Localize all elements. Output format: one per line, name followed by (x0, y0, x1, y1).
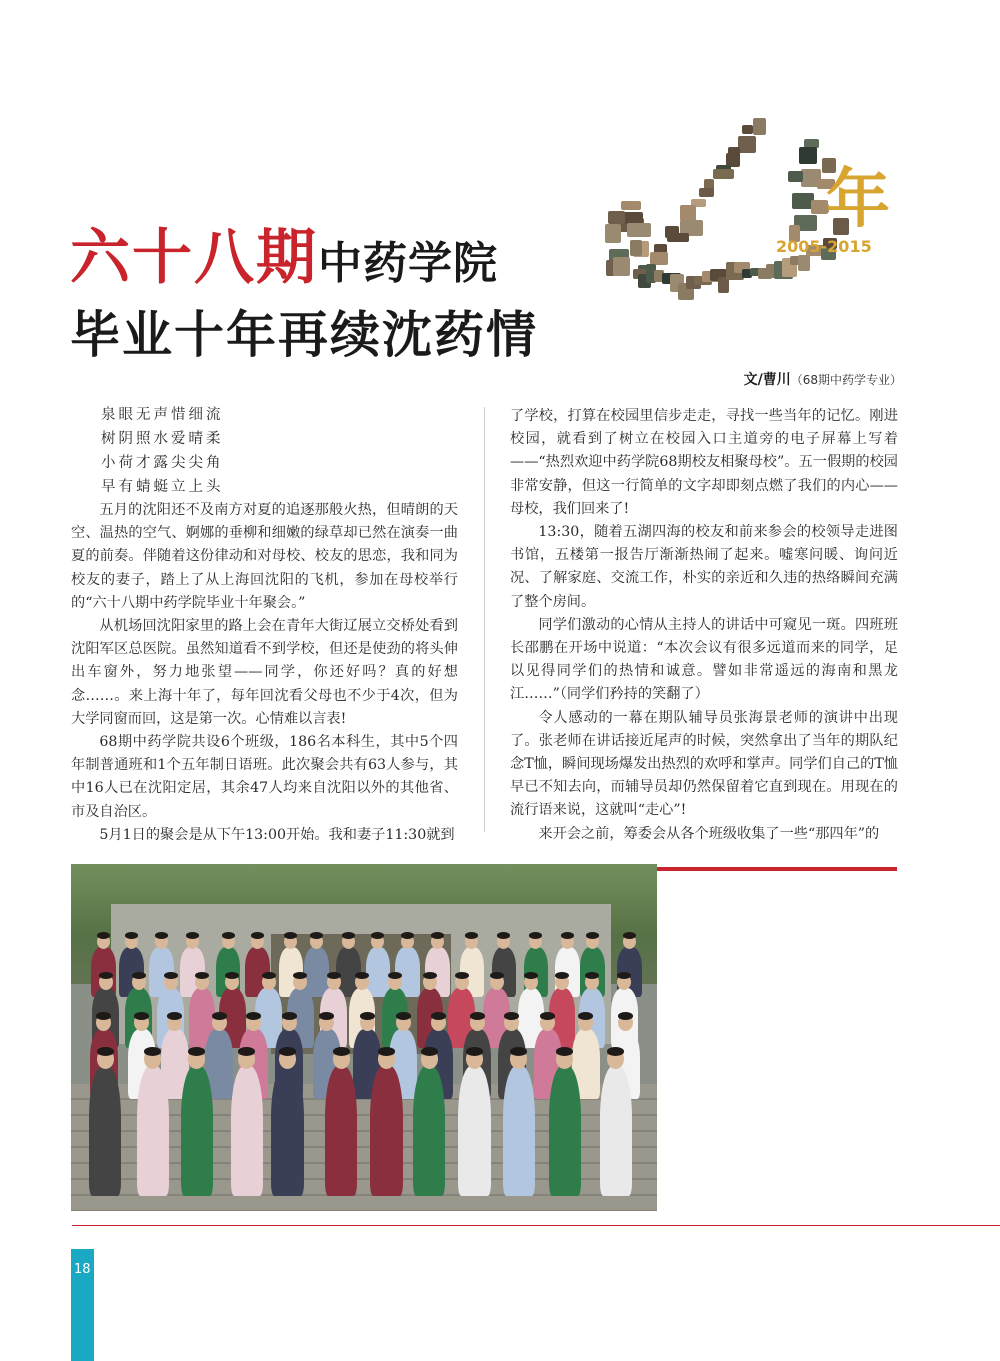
photo-person-hair (556, 1047, 573, 1056)
collage-tile (798, 255, 810, 271)
collage-tile (788, 171, 803, 183)
logo-year-range: 2005-2015 (776, 237, 872, 256)
photo-person-hair (155, 932, 168, 939)
paragraph: 令人感动的一幕在期队辅导员张海景老师的演讲中出现了。张老师在讲话接近尾声的时候，突然拿出了当年的期队纪念T恤，瞬间现场爆发出热烈的欢呼和掌声。同学们自己的T恤早已不知去向，而辅导员却仍然保留着它直到现在。用现在的流行语来说，这就叫“走心”! (510, 709, 898, 819)
collage-tile (799, 147, 818, 164)
paragraph: 五月的沈阳还不及南方对夏的追逐那般火热，但晴朗的天空、温热的空气、婀娜的垂柳和细嫩的绿草却已然在演奏一曲夏的前奏。伴随着这份律动和对母校、校友的思恋，我和同为校友的妻子，踏上了从上海回沈阳的飞机，参加在母校举行的“六十八期中药学院毕业十年聚会。” (71, 502, 458, 611)
collage-tile (753, 118, 766, 135)
photo-person-hair (360, 1012, 375, 1020)
byline-affiliation: （68期中药学专业） (790, 373, 902, 387)
photo-person-hair (96, 1012, 111, 1020)
title-highlight: 六十八期 (70, 223, 318, 293)
byline-author: 文/曹川 (743, 372, 791, 388)
photo-person-hair (97, 932, 110, 939)
group-photo (71, 864, 657, 1211)
photo-person (181, 1066, 213, 1196)
photo-person-hair (561, 932, 574, 939)
collage-tile (627, 223, 651, 237)
photo-person-hair (388, 972, 402, 979)
photo-person (370, 1066, 402, 1196)
photo-person (271, 1066, 303, 1196)
photo-person-hair (540, 1012, 555, 1020)
photo-person (600, 1066, 632, 1196)
paragraph: 了学校，打算在校园里信步走走，寻找一些当年的记忆。刚进校园，就看到了树立在校园入口主道旁的电子屏幕上写着——“热烈欢迎中药学院68期校友相聚母校”。五一假期的校园非常安静，但这一行简单的文字却即刻点燃了我们的内心——母校，我们回来了! (510, 408, 898, 517)
photo-person-hair (238, 1047, 255, 1056)
paragraph: 68期中药学院共设6个班级，186名本科生，其中5个四年制普通班和1个五年制日语班。此次聚会共有63人参与，其中16人已在沈阳定居，其余47人均来自沈阳以外的其他省、市及自治区。 (71, 734, 458, 820)
photo-person-hair (188, 1047, 205, 1056)
photo-person (503, 1066, 535, 1196)
collage-tile (608, 211, 625, 224)
collage-tile (630, 240, 642, 255)
photo-person-hair (371, 932, 384, 939)
collage-tile (699, 188, 715, 197)
right-column (510, 405, 898, 846)
collage-tile (621, 201, 641, 210)
poem-line: 早有蜻蜓立上头 (101, 479, 224, 495)
paragraph: 来开会之前，筹委会从各个班级收集了一些“那四年”的 (538, 825, 880, 842)
column-divider (484, 407, 485, 832)
photo-person-hair (396, 1012, 411, 1020)
left-column (71, 403, 458, 847)
collage-tile (613, 257, 631, 276)
photo-person-hair (97, 1047, 114, 1056)
photo-person-hair (342, 932, 355, 939)
collage-tile (738, 136, 756, 153)
collage-tile (650, 252, 668, 265)
photo-person-hair (378, 1047, 395, 1056)
photo-person-hair (282, 1012, 297, 1020)
paragraph: 5月1日的聚会是从下午13:00开始。我和妻子11:30就到 (99, 826, 455, 843)
photo-person-hair (504, 1012, 519, 1020)
photo-person-hair (144, 1047, 161, 1056)
photo-person-hair (132, 972, 146, 979)
photo-person-hair (319, 1012, 334, 1020)
photo-person-hair (585, 972, 599, 979)
photo-person-hair (310, 932, 323, 939)
photo-person-hair (555, 972, 569, 979)
photo-person-hair (186, 932, 199, 939)
photo-person-hair (333, 1047, 350, 1056)
photo-person-hair (246, 1012, 261, 1020)
photo-person-hair (284, 932, 297, 939)
photo-person-hair (578, 1012, 593, 1020)
photo-person (137, 1066, 169, 1196)
paragraph: 同学们激动的心情从主持人的讲话中可窥见一斑。四班班长邵鹏在开场中说道：“本次会议有很多远道而来的同学，足以见得同学们的热情和诚意。譬如非常遥远的海南和黑龙江……”（同学们矜持的笑翻了） (510, 616, 898, 703)
photo-person-hair (167, 1012, 182, 1020)
photo-person-hair (327, 972, 341, 979)
photo-person-hair (421, 1047, 438, 1056)
photo-person-hair (431, 1012, 446, 1020)
photo-person-hair (134, 1012, 149, 1020)
photo-person (366, 947, 391, 997)
paragraph: 13:30，随着五湖四海的校友和前来参会的校领导走进图书馆，五楼第一报告厅渐渐热闹了起来。嘘寒问暖、询问近况、了解家庭、交流工作，朴实的亲近和久违的热络瞬间充满了整个房间。 (510, 524, 898, 610)
logo-year-char: 年 (826, 163, 890, 237)
poem-line: 泉眼无声惜细流 (101, 407, 224, 423)
photo-person-hair (618, 1012, 633, 1020)
photo-person-hair (164, 972, 178, 979)
photo-person-hair (623, 932, 636, 939)
photo-person (549, 1066, 581, 1196)
photo-person-hair (497, 932, 510, 939)
photo-person-hair (212, 1012, 227, 1020)
title-line-1-rest: 中药学院 (318, 238, 498, 289)
photo-person-hair (455, 972, 469, 979)
photo-person-hair (465, 932, 478, 939)
photo-person-hair (423, 972, 437, 979)
page-number: 18 (74, 1262, 91, 1277)
photo-person-hair (431, 932, 444, 939)
poem-line: 小荷才露尖尖角 (101, 455, 224, 471)
photo-person-hair (470, 1012, 485, 1020)
photo-person (89, 1066, 121, 1196)
collage-tile (713, 169, 734, 179)
photo-person-hair (222, 932, 235, 939)
accent-bar (657, 867, 897, 871)
collage-tile (742, 125, 753, 134)
photo-person-hair (529, 932, 542, 939)
photo-person-hair (251, 932, 264, 939)
photo-person (413, 1066, 445, 1196)
title-line-1 (70, 222, 498, 294)
title-line-2: 毕业十年再续沈药情 (70, 306, 538, 364)
photo-person (325, 1066, 357, 1196)
photo-person-hair (510, 1047, 527, 1056)
byline (744, 369, 902, 389)
accent-rule (72, 1225, 1000, 1226)
photo-person-hair (99, 972, 113, 979)
collage-tile (605, 224, 622, 243)
photo-person-hair (355, 972, 369, 979)
collage-tile (667, 233, 689, 242)
photo-person-hair (586, 932, 599, 939)
photo-person-hair (401, 932, 414, 939)
poem-line: 树阴照水爱晴柔 (101, 431, 224, 447)
photo-person-hair (466, 1047, 483, 1056)
photo-person-hair (490, 972, 504, 979)
photo-person-hair (262, 972, 276, 979)
photo-person (231, 1066, 263, 1196)
photo-person-hair (607, 1047, 624, 1056)
paragraph: 从机场回沈阳家里的路上会在青年大街辽展立交桥处看到沈阳军区总医院。虽然知道看不到学校，但还是使劲的将头伸出车窗外，努力地张望——同学，你还好吗？真的好想念……。来上海十年了，每年回沈看父母也不少于4次，但为大学同窗而回，这是第一次。心情难以言表! (71, 618, 458, 727)
photo-person-hair (195, 972, 209, 979)
photo-person (458, 1066, 490, 1196)
photo-person-hair (125, 932, 138, 939)
poem (101, 403, 458, 499)
photo-person-hair (279, 1047, 296, 1056)
